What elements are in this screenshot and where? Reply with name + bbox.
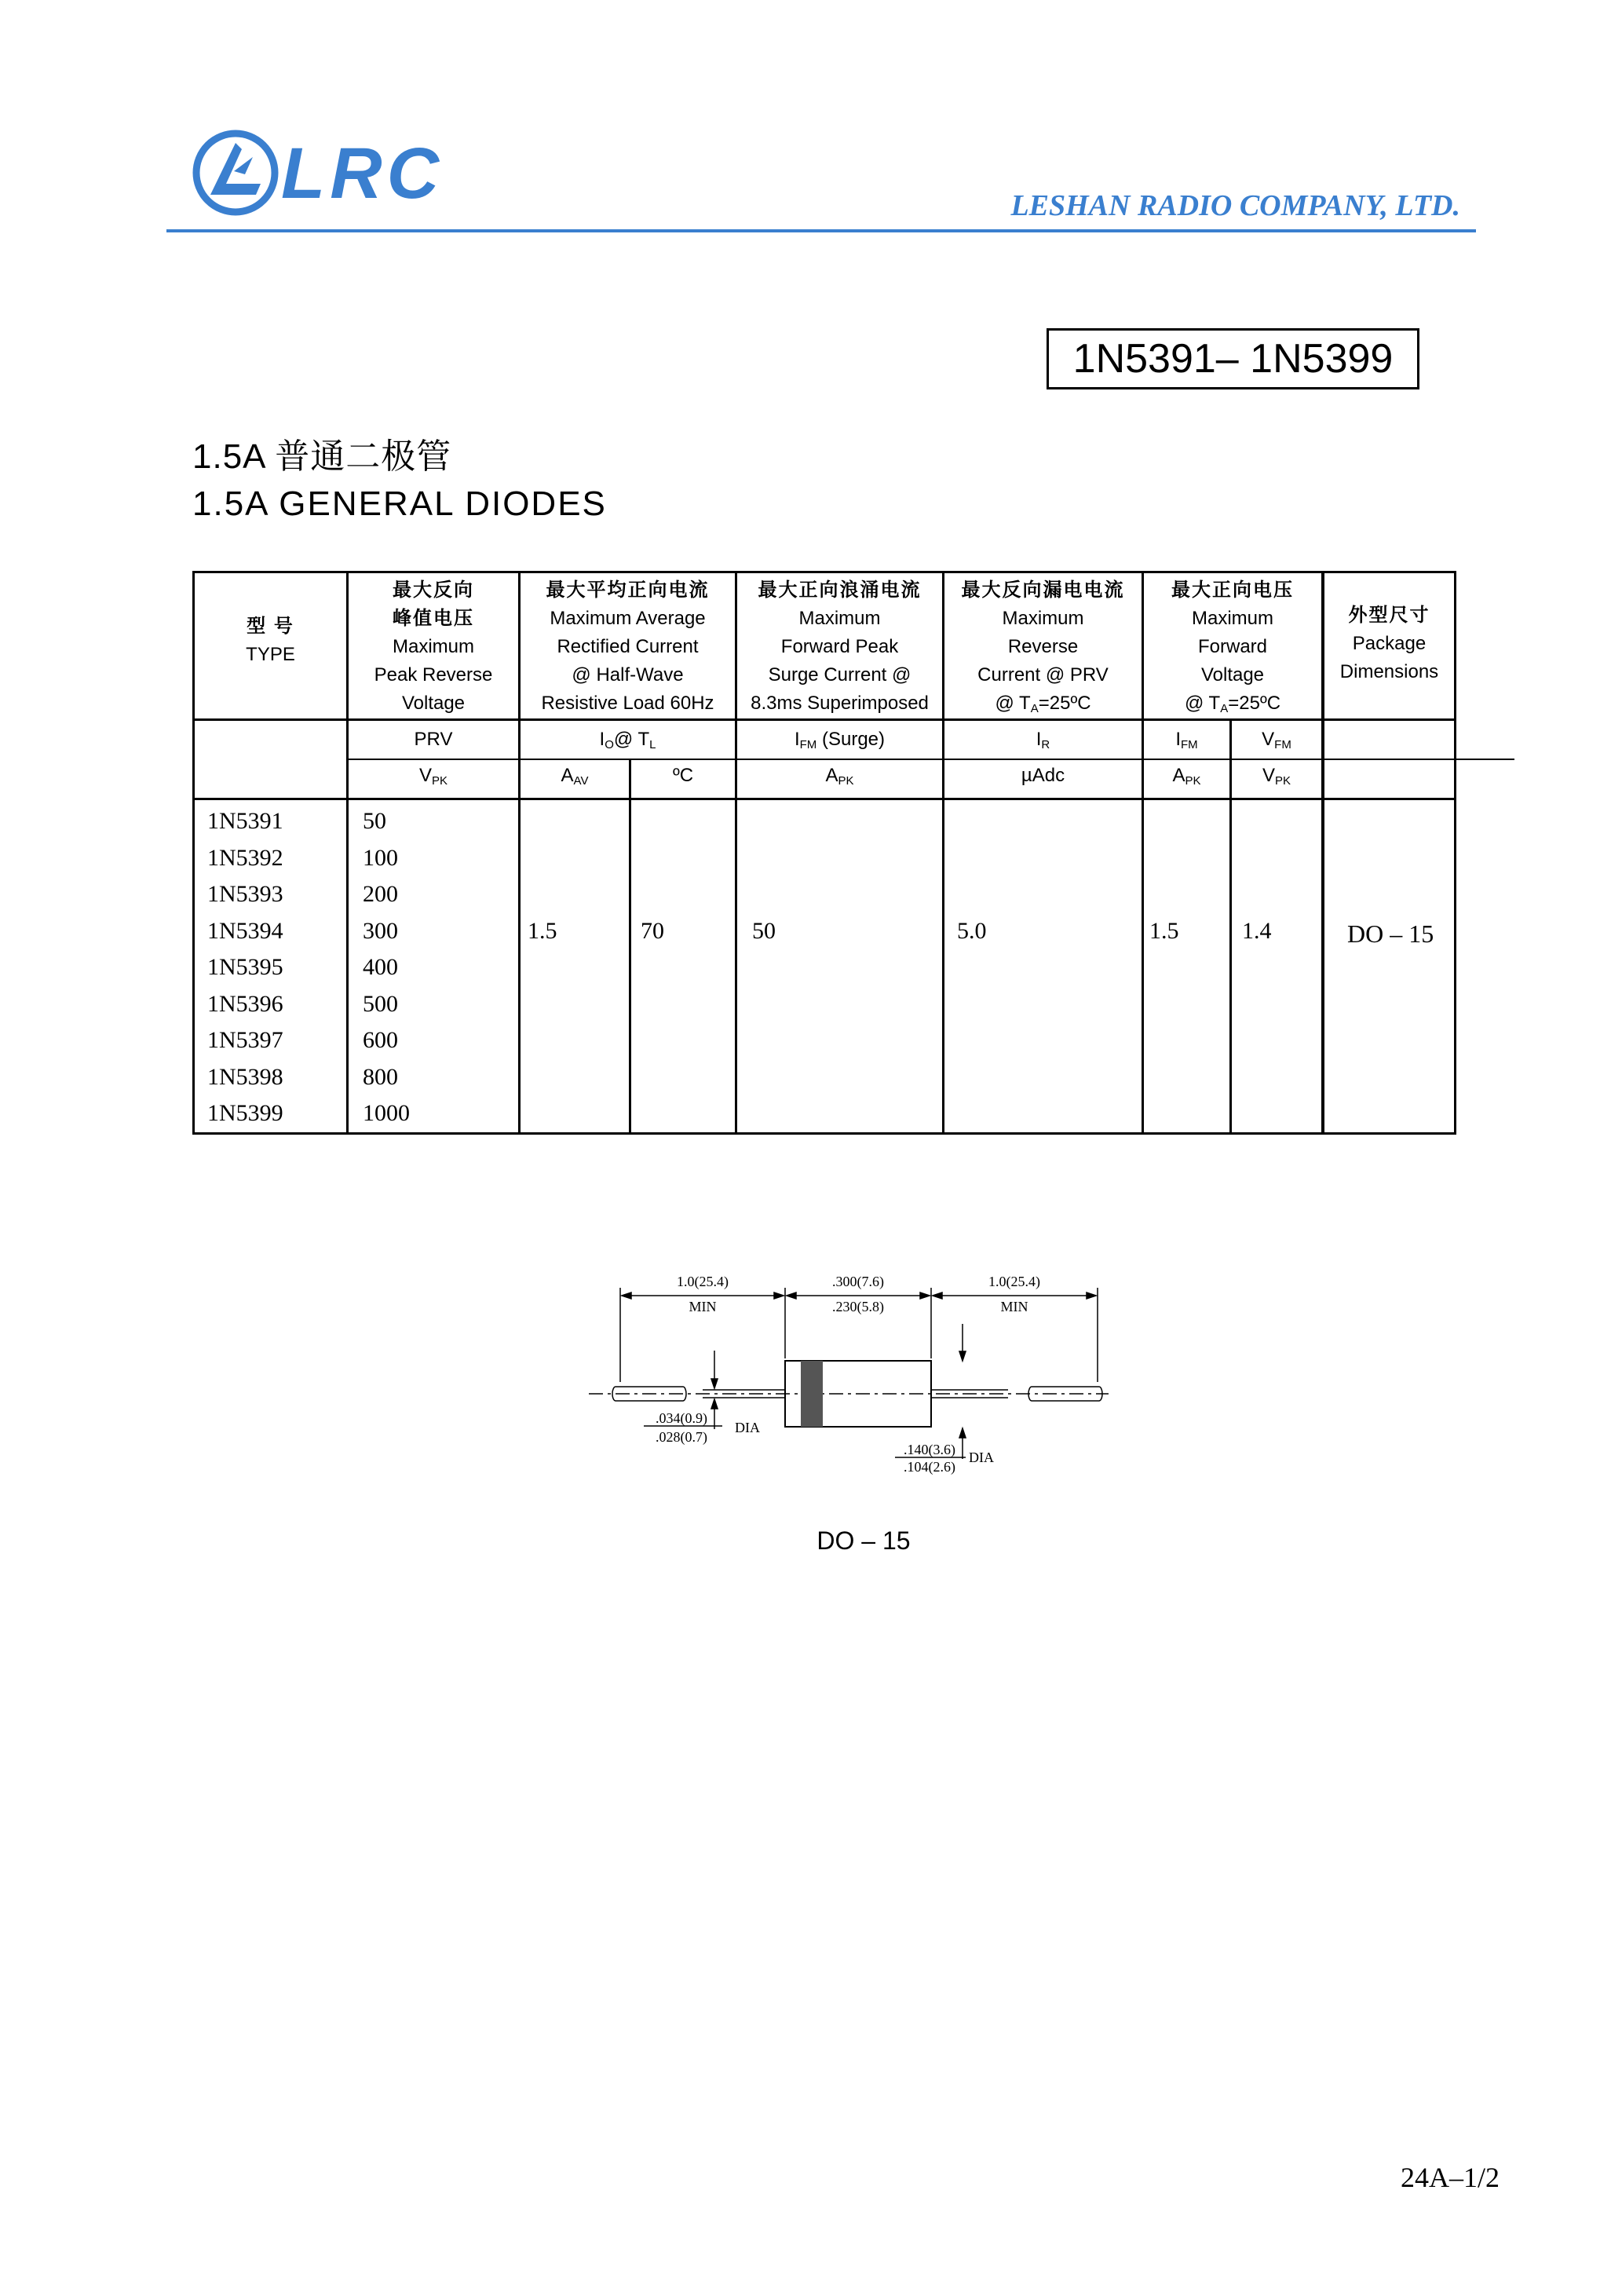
dim-lead-length: 1.0(25.4) bbox=[677, 1274, 729, 1289]
package-outline-drawing bbox=[581, 1256, 1115, 1492]
prv-cell: 500 bbox=[363, 990, 398, 1017]
type-cell: 1N5398 bbox=[207, 1063, 283, 1090]
dim-lead-dia-label: DIA bbox=[735, 1420, 760, 1435]
type-cell: 1N5395 bbox=[207, 954, 283, 980]
unit-ir: µAdc bbox=[1021, 765, 1065, 786]
symbol-vfm: $V_{FM}$ bbox=[1262, 729, 1291, 751]
header-vf: 最大正向电压 Maximum Forward Voltage @ $T_A=25ºC$ bbox=[1171, 579, 1294, 715]
dim-lead-min-right: MIN bbox=[1000, 1299, 1028, 1314]
symbol-prv: PRV bbox=[414, 729, 453, 750]
symbol-io: $I_O@$ $T_L$ bbox=[599, 729, 656, 751]
type-cell: 1N5399 bbox=[207, 1100, 283, 1126]
dim-lead-length-right: 1.0(25.4) bbox=[988, 1274, 1040, 1289]
prv-cell: 800 bbox=[363, 1063, 398, 1090]
unit-vf: $V_{PK}$ bbox=[1262, 765, 1291, 788]
type-cell: 1N5392 bbox=[207, 844, 283, 871]
dim-body-length-min: .230(5.8) bbox=[832, 1299, 884, 1314]
unit-ifm: $A_{PK}$ bbox=[1172, 765, 1201, 788]
title-chinese: 1.5A 普通二极管 bbox=[192, 437, 452, 476]
symbol-ir: $I_R$ bbox=[1036, 729, 1050, 751]
prv-cell: 1000 bbox=[363, 1100, 410, 1126]
unit-tl: ºC bbox=[672, 765, 694, 786]
header-io: 最大平均正向电流 Maximum Average Rectified Current @ Half-Wave Resistive Load 60Hz bbox=[541, 579, 714, 714]
header-rule bbox=[166, 229, 1476, 232]
symbol-ifm: $I_{FM}$ bbox=[1175, 729, 1198, 751]
dim-lead-dia-max: .034(0.9) bbox=[656, 1410, 707, 1426]
ifm-value: 1.5 bbox=[1149, 918, 1179, 944]
spec-table bbox=[192, 571, 1456, 1135]
header-type: 型 号 TYPE bbox=[246, 616, 295, 665]
header-package: 外型尺寸 Package Dimensions bbox=[1339, 605, 1439, 682]
type-cell: 1N5393 bbox=[207, 881, 283, 907]
tl-value: 70 bbox=[641, 918, 664, 944]
type-cell: 1N5397 bbox=[207, 1027, 283, 1053]
io-value: 1.5 bbox=[528, 918, 557, 944]
header-prv: 最大反向 峰值电压 Maximum Peak Reverse Voltage bbox=[374, 579, 493, 714]
lrc-logo bbox=[188, 126, 471, 220]
prv-cell: 100 bbox=[363, 844, 398, 871]
dim-lead-dia-min: .028(0.7) bbox=[656, 1429, 707, 1445]
header-ifsm: 最大正向浪涌电流 Maximum Forward Peak Surge Current @ 8.3ms Superimposed bbox=[751, 579, 929, 714]
type-cell: 1N5396 bbox=[207, 990, 283, 1017]
dim-body-dia-min: .104(2.6) bbox=[904, 1459, 955, 1475]
prv-column bbox=[363, 803, 410, 1132]
prv-cell: 200 bbox=[363, 881, 398, 907]
prv-cell: 600 bbox=[363, 1027, 398, 1053]
dim-lead-min: MIN bbox=[689, 1299, 717, 1314]
logo-text: LRC bbox=[281, 133, 444, 214]
ir-value: 5.0 bbox=[957, 918, 987, 944]
symbol-ifsm: $I_{FM}$ (Surge) bbox=[794, 729, 886, 751]
unit-ifsm: $A_{PK}$ bbox=[825, 765, 854, 788]
unit-prv: $V_{PK}$ bbox=[418, 765, 448, 788]
rule-units-bottom bbox=[195, 798, 1454, 800]
unit-io: $A_{AV}$ bbox=[561, 765, 589, 788]
title-english: 1.5A GENERAL DIODES bbox=[192, 484, 607, 523]
col-rule-3 bbox=[629, 759, 631, 1132]
prv-cell: 300 bbox=[363, 917, 398, 944]
package-caption: DO – 15 bbox=[816, 1526, 911, 1555]
part-number-range: 1N5391– 1N5399 bbox=[1047, 328, 1419, 389]
prv-cell: 50 bbox=[363, 808, 386, 834]
package-value: DO – 15 bbox=[1347, 919, 1434, 948]
dim-body-dia-label: DIA bbox=[969, 1450, 994, 1465]
type-cell: 1N5394 bbox=[207, 917, 283, 944]
ifsm-value: 50 bbox=[752, 918, 776, 944]
company-name: LESHAN RADIO COMPANY, LTD. bbox=[1010, 189, 1460, 222]
dim-body-dia-max: .140(3.6) bbox=[904, 1442, 955, 1457]
dim-body-length-max: .300(7.6) bbox=[832, 1274, 884, 1289]
type-column bbox=[207, 803, 283, 1132]
vfm-value: 1.4 bbox=[1242, 918, 1272, 944]
page-number: 24A–1/2 bbox=[1401, 2162, 1500, 2193]
type-cell: 1N5391 bbox=[207, 808, 283, 834]
cathode-band bbox=[801, 1361, 823, 1427]
header-ir: 最大反向漏电电流 Maximum Reverse Current @ PRV @ $T_A=25ºC$ bbox=[961, 579, 1125, 715]
prv-cell: 400 bbox=[363, 954, 398, 980]
